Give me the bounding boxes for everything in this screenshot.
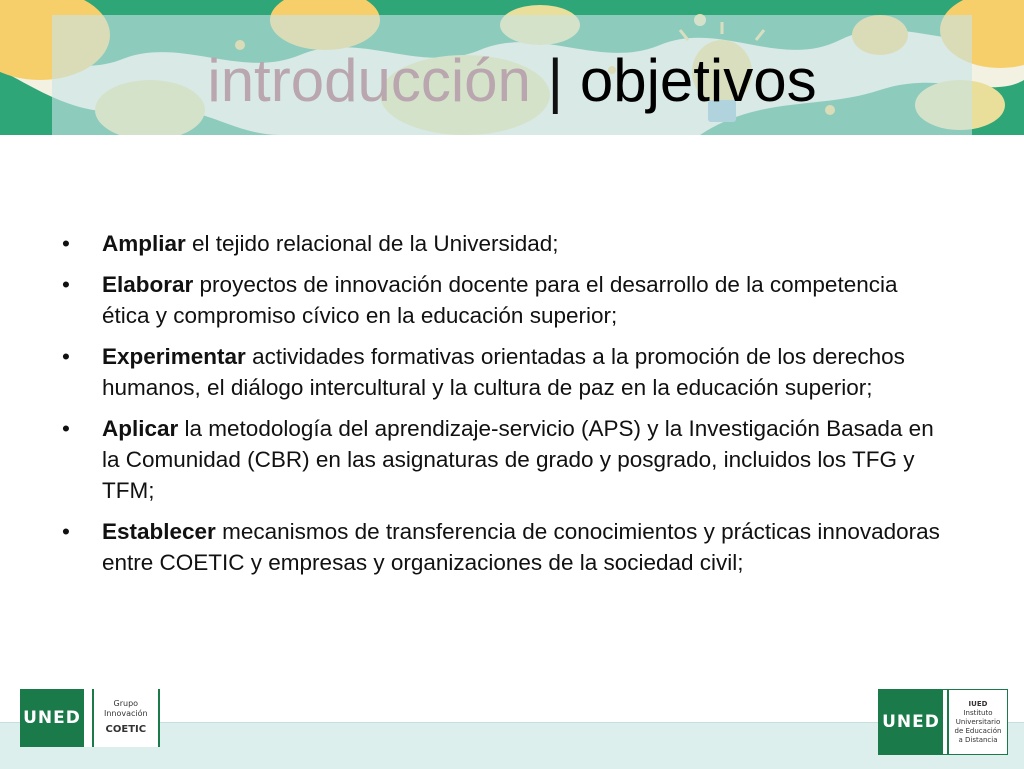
uned-logo: UNED: [20, 689, 84, 747]
list-item: [62, 516, 942, 578]
iued-line: IUED: [968, 699, 988, 708]
objective-verb: Ampliar: [102, 231, 186, 256]
bullet-icon: •: [62, 344, 70, 369]
list-item: [62, 341, 942, 403]
grupo-coetic-logo: [20, 689, 160, 747]
uned-logo: UNED: [879, 690, 943, 754]
list-item: [62, 413, 942, 506]
bullet-icon: •: [62, 416, 70, 441]
objective-verb: Aplicar: [102, 416, 179, 441]
iued-line: Instituto: [963, 708, 993, 717]
list-item: [62, 269, 942, 331]
coetic-label: [92, 689, 160, 747]
page-title: [0, 46, 1024, 116]
title-separator: |: [530, 47, 580, 114]
bullet-icon: •: [62, 272, 70, 297]
objective-text: la metodología del aprendizaje-servicio (APS) y la Investigación Basada en la Comunidad (CBR) en las asignaturas de grado y posgrado, incluidos los TFG y TFM;: [102, 416, 934, 503]
logo-line-coetic: COETIC: [105, 724, 147, 735]
bullet-icon: •: [62, 519, 70, 544]
objective-text: mecanismos de transferencia de conocimientos y prácticas innovadoras entre COETIC y empresas y organizaciones de la sociedad civil;: [102, 519, 940, 575]
objectives-list: [62, 228, 942, 588]
objective-text: el tejido relacional de la Universidad;: [185, 231, 559, 256]
objective-verb: Establecer: [102, 519, 216, 544]
logo-line-innovacion: Innovación: [104, 709, 148, 718]
list-item: [62, 228, 942, 259]
title-faded-part: introducción: [207, 47, 531, 114]
iued-line: de Educación: [954, 726, 1002, 735]
objective-text: proyectos de innovación docente para el desarrollo de la competencia ética y compromiso cívico en la educación superior;: [102, 272, 898, 328]
objective-text: actividades formativas orientadas a la promoción de los derechos humanos, el diálogo intercultural y la cultura de paz en la educación superior;: [102, 344, 905, 400]
iued-label: [947, 690, 1007, 754]
iued-line: a Distancia: [958, 735, 998, 744]
objective-verb: Elaborar: [102, 272, 194, 297]
iued-logo: [878, 689, 1008, 755]
bullet-icon: •: [62, 231, 70, 256]
logo-line-grupo: Grupo: [113, 699, 139, 708]
objective-verb: Experimentar: [102, 344, 246, 369]
iued-line: Universitario: [955, 717, 1001, 726]
title-main-part: objetivos: [579, 47, 817, 114]
